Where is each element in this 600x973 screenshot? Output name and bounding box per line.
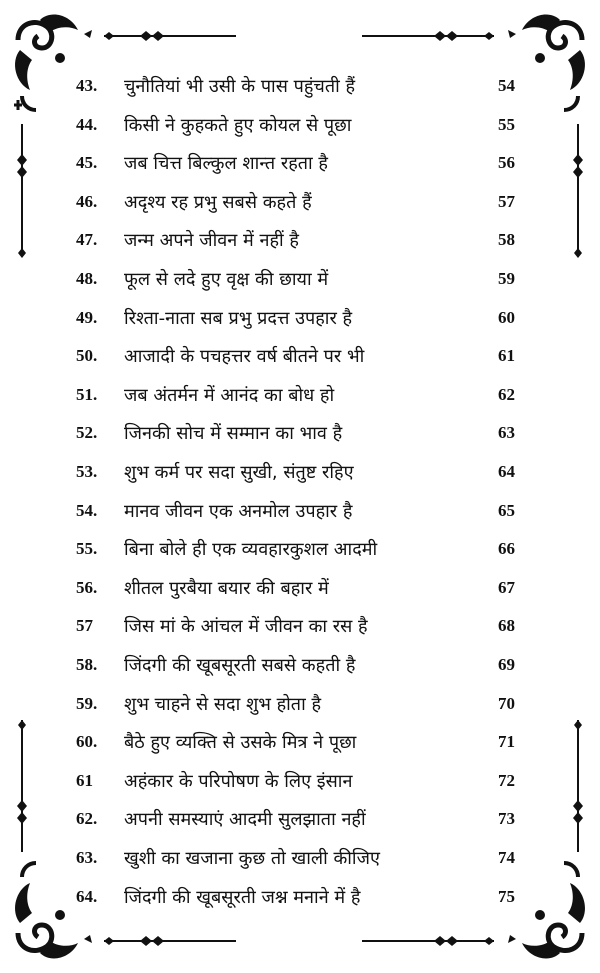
entry-title: शुभ चाहने से सदा शुभ होता है [124,693,322,715]
entry-page-number: 58 [498,230,515,250]
entry-number: 59. [76,693,98,713]
entry-title: आजादी के पचहत्तर वर्ष बीतने पर भी [124,346,365,368]
toc-row [0,688,600,726]
entry-title: जिंदगी की खूबसूरती जश्न मनाने में है [124,886,361,908]
entry-page-number: 72 [498,770,515,790]
entry-number: 62. [76,809,98,829]
toc-row [0,417,600,455]
entry-title: शुभ कर्म पर सदा सुखी, संतुष्ट रहिए [124,462,354,483]
entry-number: 57 [76,616,93,636]
toc-row [0,726,600,764]
entry-page-number: 71 [498,732,515,752]
entry-number: 52. [76,423,98,443]
entry-title: जिंदगी की खूबसूरती सबसे कहती है [124,655,356,676]
entry-number: 53. [76,462,98,481]
entry-number: 56. [76,577,98,597]
entry-number: 46. [76,191,98,211]
entry-number: 63. [76,848,98,867]
entry-number: 44. [76,114,98,134]
entry-title: फूल से लदे हुए वृक्ष की छाया में [124,269,329,290]
toc-row [0,224,600,262]
entry-title: किसी ने कुहकते हुए कोयल से पूछा [124,114,352,136]
entry-title: चुनौतियां भी उसी के पास पहुंचती हैं [124,76,356,97]
entry-title: जन्म अपने जीवन में नहीं है [124,230,299,252]
top-rule-left [100,28,240,44]
entry-number: 43. [76,76,98,95]
entry-number: 64. [76,886,98,906]
entry-page-number: 65 [498,500,515,520]
entry-page-number: 66 [498,539,515,559]
entry-number: 58. [76,655,98,674]
toc-row [0,881,600,919]
entry-title: रिश्ता-नाता सब प्रभु प्रदत्त उपहार है [124,307,353,329]
toc-row [0,302,600,340]
entry-title: खुशी का खजाना कुछ तो खाली कीजिए [124,848,380,869]
entry-title: शीतल पुरबैया बयार की बहार में [124,577,329,599]
entry-page-number: 55 [498,114,515,134]
toc-row [0,495,600,533]
toc-row [0,147,600,185]
entry-page-number: 63 [498,423,515,443]
entry-number: 60. [76,732,98,752]
entry-page-number: 57 [498,191,515,211]
toc-row [0,842,600,880]
entry-number: 51. [76,384,98,404]
toc-row [0,803,600,841]
entry-page-number: 75 [498,886,515,906]
toc-row [0,765,600,803]
entry-page-number: 56 [498,153,515,173]
entry-title: जिस मां के आंचल में जीवन का रस है [124,616,368,638]
entry-title: अपनी समस्याएं आदमी सुलझाता नहीं [124,809,366,831]
toc-row [0,610,600,648]
top-rule-right [358,28,498,44]
entry-number: 50. [76,346,98,366]
entry-page-number: 61 [498,346,515,366]
entry-title: बिना बोले ही एक व्यवहारकुशल आदमी [124,539,378,561]
entry-page-number: 68 [498,616,515,636]
toc-row [0,70,600,108]
entry-title: मानव जीवन एक अनमोल उपहार है [124,500,353,522]
entry-title: जब चित्त बिल्कुल शान्त रहता है [124,153,328,175]
toc-row [0,456,600,494]
bottom-rule-left [100,933,240,949]
entry-number: 48. [76,269,98,288]
toc-row [0,572,600,610]
toc-row [0,649,600,687]
toc-row [0,109,600,147]
toc-row [0,379,600,417]
entry-page-number: 60 [498,307,515,327]
entry-page-number: 54 [498,76,515,95]
entry-title: अहंकार के परिपोषण के लिए इंसान [124,770,353,792]
toc-row [0,263,600,301]
bottom-rule-right [358,933,498,949]
entry-page-number: 74 [498,848,515,867]
entry-number: 49. [76,307,98,327]
toc-row [0,533,600,571]
entry-page-number: 59 [498,269,515,288]
entry-title: बैठे हुए व्यक्ति से उसके मित्र ने पूछा [124,732,357,754]
toc-row [0,186,600,224]
entry-title: अदृश्य रह प्रभु सबसे कहते हैं [124,191,312,213]
entry-page-number: 70 [498,693,515,713]
entry-title: जिनकी सोच में सम्मान का भाव है [124,423,343,445]
entry-number: 55. [76,539,98,559]
entry-page-number: 62 [498,384,515,404]
entry-number: 54. [76,500,98,520]
entry-number: 47. [76,230,98,250]
toc-row [0,340,600,378]
entry-page-number: 64 [498,462,515,481]
entry-page-number: 67 [498,577,515,597]
entry-number: 45. [76,153,98,173]
entry-page-number: 73 [498,809,515,829]
entry-number: 61 [76,770,93,790]
entry-page-number: 69 [498,655,515,674]
entry-title: जब अंतर्मन में आनंद का बोध हो [124,384,335,406]
